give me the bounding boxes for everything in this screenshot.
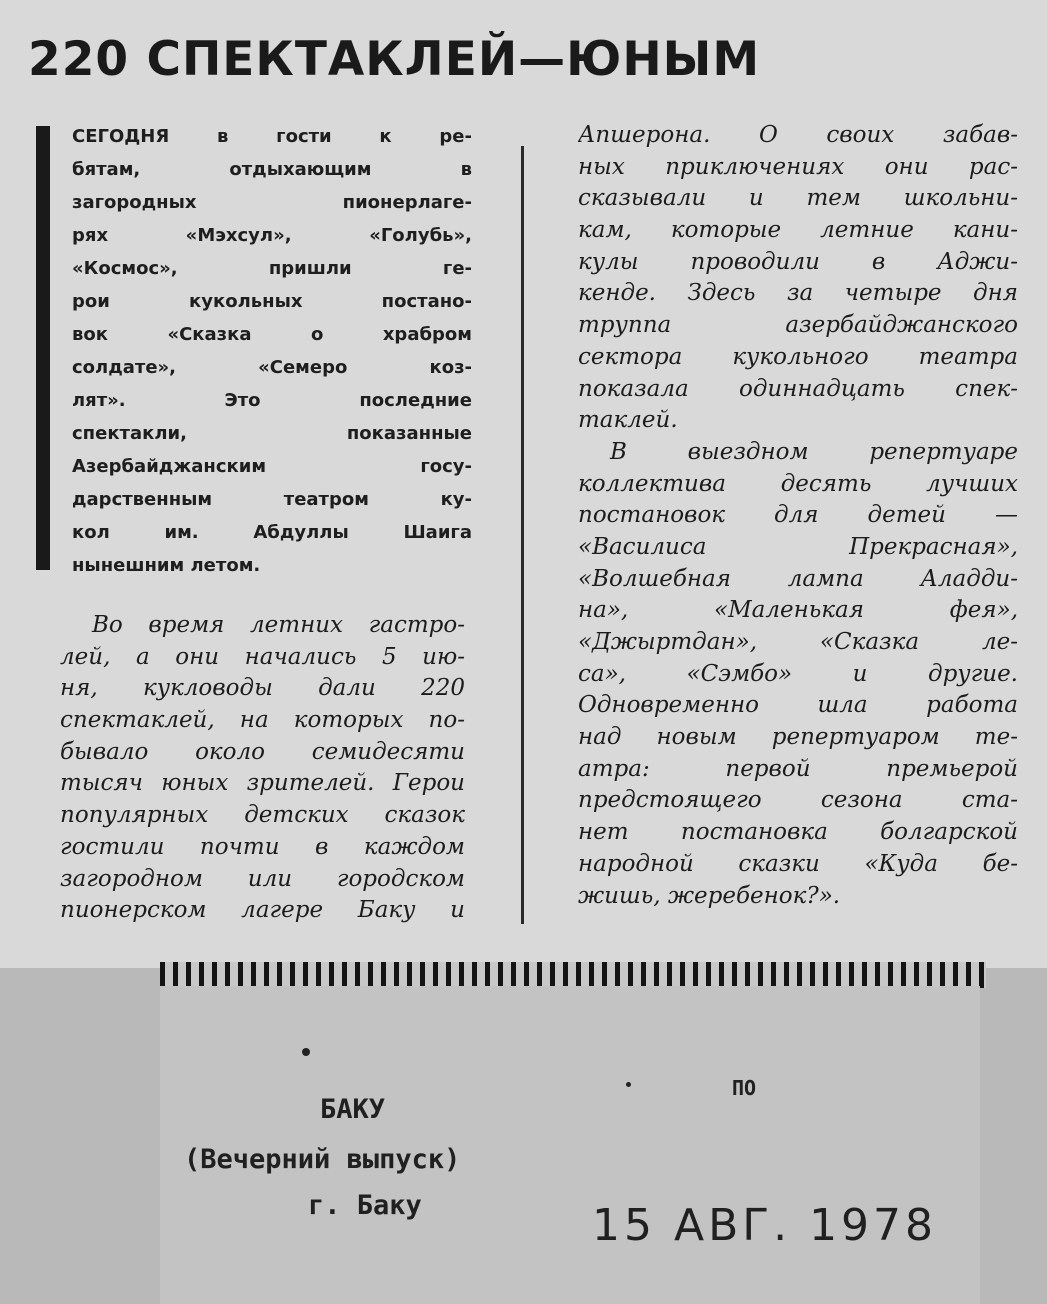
body-line: сказывали и тем школьни- — [578, 185, 1018, 212]
lead-line: СЕГОДНЯ в гости к ре- — [72, 126, 472, 147]
body-line: спектаклей, на которых по- — [60, 707, 465, 734]
stamp-date: 15 АВГ. 1978 — [592, 1200, 938, 1251]
lead-paragraph — [72, 120, 472, 582]
lead-line: рои кукольных постано- — [72, 291, 472, 312]
body-line: загородном или городском — [60, 865, 465, 892]
lead-line: «Космос», пришли ге- — [72, 258, 472, 279]
lead-line: дарственным театром ку- — [72, 489, 472, 510]
body-line: Одновременно шла работа — [578, 692, 1018, 719]
body-line: нет постановка болгарской — [578, 819, 1018, 846]
lead-line: бятам, отдыхающим в — [72, 159, 472, 180]
stamp-mark: ПО — [732, 1076, 757, 1100]
lead-line: рях «Мэхсул», «Голубь», — [72, 225, 472, 246]
ink-dot — [626, 1082, 631, 1087]
perforated-edge — [160, 962, 986, 988]
body-line: таклей. — [578, 407, 678, 434]
body-line: тысяч юных зрителей. Герои — [60, 770, 465, 797]
body-line: на», «Маленькая фея», — [578, 597, 1018, 624]
body-line: предстоящего сезона ста- — [578, 787, 1018, 814]
body-line: бывало около семидесяти — [60, 738, 465, 765]
body-line: ных приключениях они рас- — [578, 153, 1018, 180]
lead-line: кол им. Абдуллы Шаига — [72, 522, 472, 543]
body-line: показала одиннадцать спек- — [578, 375, 1018, 402]
body-line: кулы проводили в Аджи- — [578, 248, 1018, 275]
body-line: лей, а они начались 5 ию- — [60, 643, 465, 670]
lead-line: загородных пионерлаге- — [72, 192, 472, 213]
stamp-city: БАКУ — [320, 1094, 386, 1125]
column-divider — [521, 146, 524, 924]
body-line: кенде. Здесь за четыре дня — [578, 280, 1018, 307]
stamp-edition: (Вечерний выпуск) — [184, 1144, 461, 1175]
body-line: атра: первой премьерой — [578, 755, 1018, 782]
lead-line: солдате», «Семеро коз- — [72, 357, 472, 378]
body-line: постановок для детей — — [578, 502, 1018, 529]
lead-line: нынешним летом. — [72, 555, 261, 576]
body-line: Апшерона. О своих забав- — [578, 122, 1018, 148]
headline: 220 СПЕКТАКЛЕЙ—ЮНЫМ — [28, 32, 761, 87]
body-line: В выездном репертуаре — [610, 438, 1018, 465]
body-line: пионерском лагере Баку и — [60, 897, 465, 924]
stamp-place: г. Баку — [308, 1190, 422, 1221]
body-line: «Василиса Прекрасная», — [578, 533, 1018, 560]
body-line: труппа азербайджанского — [578, 312, 1018, 339]
body-line: коллектива десять лучших — [578, 470, 1018, 497]
body-line: сектора кукольного театра — [578, 343, 1018, 370]
body-line: са», «Сэмбо» и другие. — [578, 660, 1018, 687]
body-line: Во время летних гастро- — [92, 612, 465, 638]
lead-line: Азербайджанским госу- — [72, 456, 472, 477]
body-line: гостили почти в каждом — [60, 833, 465, 860]
body-column-right — [578, 120, 1018, 912]
body-line: «Волшебная лампа Аладди- — [578, 565, 1018, 592]
lead-marker-bar — [36, 126, 50, 570]
lead-line: вок «Сказка о храбром — [72, 324, 472, 345]
body-line: жишь, жеребенок?». — [578, 882, 841, 909]
body-line: «Джыртдан», «Сказка ле- — [578, 629, 1018, 655]
lead-line: спектакли, показанные — [72, 423, 472, 444]
body-line: кам, которые летние кани- — [578, 217, 1018, 244]
body-line: популярных детских сказок — [60, 802, 465, 829]
body-column-left — [60, 610, 465, 927]
body-line: ня, кукловоды дали 220 — [60, 675, 465, 702]
ink-dot — [302, 1048, 310, 1056]
body-line: над новым репертуаром те- — [578, 724, 1018, 751]
body-line: народной сказки «Куда бе- — [578, 850, 1018, 877]
lead-line: лят». Это последние — [72, 390, 472, 411]
